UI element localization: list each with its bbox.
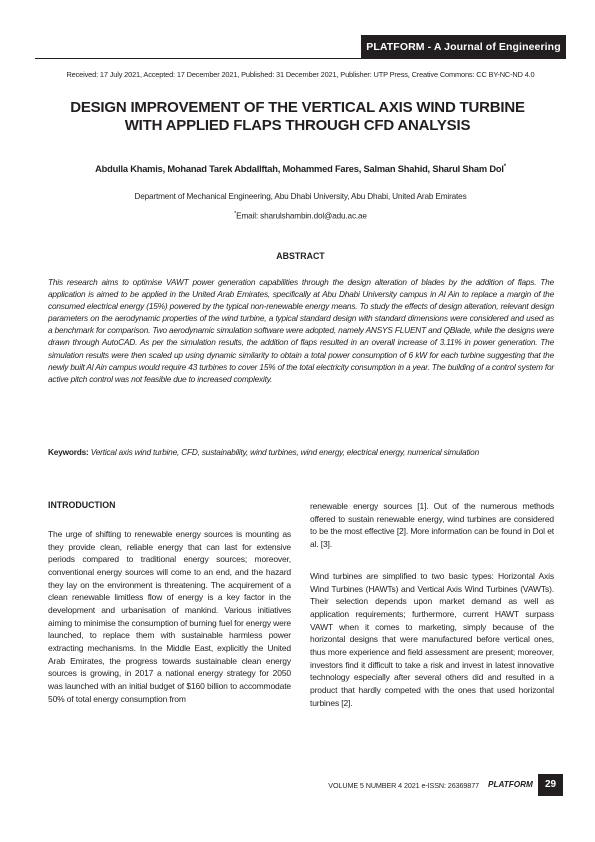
- title-line-1: DESIGN IMPROVEMENT OF THE VERTICAL AXIS WIND TURBINE: [70, 99, 525, 116]
- author-list: [35, 164, 566, 174]
- header-rule: [35, 58, 566, 59]
- footer-issue-info: VOLUME 5 NUMBER 4 2021 e-ISSN: 26369877: [328, 781, 479, 790]
- email-text: Email: sharulshambin.dol@adu.ac.ae: [236, 211, 367, 221]
- authors-text: Abdulla Khamis, Mohanad Tarek Abdallftah, Mohammed Fares, Salman Shahid, Sharul Sham Dol: [95, 164, 504, 175]
- introduction-heading: INTRODUCTION: [48, 500, 116, 510]
- paper-title: [40, 99, 555, 135]
- footer-brand: PLATFORM: [488, 780, 533, 789]
- corresponding-author-mark: *: [503, 164, 506, 170]
- intro-paragraph-2: renewable energy sources [1]. Out of the numerous methods offered to sustain renewable energy, wind turbines are considered to be the most effective [2]. More information can be found in Dol et al. [3].: [310, 501, 554, 549]
- abstract-heading: ABSTRACT: [276, 251, 325, 261]
- title-line-2: WITH APPLIED FLAPS THROUGH CFD ANALYSIS: [124, 117, 471, 134]
- keywords-label: Keywords:: [48, 447, 89, 457]
- abstract-text: This research aims to optimise VAWT power generation capabilities through the design alteration of blades by the addition of flaps. The application is aimed to be applied in the United Arab Emirates, specifically at Abu Dhabi University campus in Al Ain to replace a margin of the consumed electrical energy (15%) powered by the typical non-renewable energy means. To study the effects of design alteration, relevant design parameters on the aerodynamic properties of the wind turbine, a typical standard design with standard dimensions were considered and used as a benchmark for comparison. Two aerodynamic simulation software were adopted, namely ANSYS FLUENT and QBlade, while the designs were drawn through AutoCAD. As per the simulation results, the addition of flaps resulted in an overall increase of 3.11% in power generation. The simulation results were then scaled up using dynamic similarity to obtain a total power consumption of 6 kW for each turbine suggesting that the newly built Al Ain campus would require 43 turbines to cover 15% of the total electricity consumption in a year. The building of a control system for active pitch control was not feasible due to increased complexity.: [48, 277, 554, 384]
- keywords-text: Vertical axis wind turbine, CFD, sustainability, wind turbines, wind energy, electrical energy, numerical simulation: [88, 447, 480, 457]
- keywords: [48, 446, 554, 458]
- page-number: 29: [538, 774, 563, 796]
- journal-header: PLATFORM - A Journal of Engineering: [361, 35, 566, 59]
- email-mark: *: [234, 211, 237, 217]
- affiliation: Department of Mechanical Engineering, Abu Dhabi University, Abu Dhabi, United Arab Emirates: [134, 192, 467, 201]
- intro-paragraph-3: Wind turbines are simplified to two basic types: Horizontal Axis Wind Turbines (HAWTs) and Vertical Axis Wind Turbines (VAWTs). Their selection depends upon market demand as well as application requirements; furthermore, current HAWT surpass VAWT when it comes to marketing, simply because of the horizontal designs that were manufactured before vertical ones, thus more experience and field assessment are present; moreover, investors find it difficult to take a risk and invest in latest innovative technology especially after several others did and resulted in a product that hardly competed with the ones that used horizontal turbines [2].: [310, 571, 554, 708]
- publication-info: Received: 17 July 2021, Accepted: 17 December 2021, Published: 31 December 2021, Publisher: UTP Press, Creative Commons: CC BY-NC-ND 4.0: [66, 70, 535, 79]
- corresponding-email: [35, 211, 566, 221]
- intro-paragraph-1: The urge of shifting to renewable energy sources is mounting as they provide clean, reliable energy that can last for extensive periods compared to traditional energy sources; moreover, conventional energy sources will come to an end, and the hazard they lay on the environment is threatening. The acquirement of a clean renewable limitless flow of energy is a key factor in the development and urbanisation of mankind. Various initiatives aiming to minimise the consumption of burning fuel for energy were launched, to replace them with sustainable harmless power extracting mechanisms. In the Middle East, explicitly the United Arab Emirates, the progress towards sustainable clean energy sources is growing, in 2017 a national energy strategy for 2050 was launched with an initial budget of $160 billion to accommodate 50% of total energy consumption from: [48, 529, 291, 704]
